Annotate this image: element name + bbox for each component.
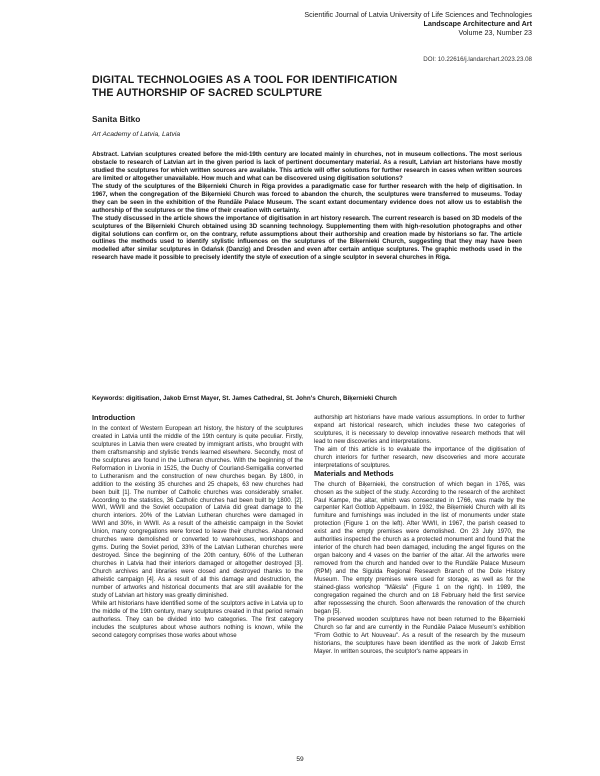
journal-section: Landscape Architecture and Art (423, 19, 532, 28)
section-heading-introduction: Introduction (92, 413, 136, 422)
title-line-2: THE AUTHORSHIP OF SACRED SCULPTURE (92, 87, 323, 99)
journal-name: Scientific Journal of Latvia University of Life Sciences and Technologies (304, 10, 532, 19)
journal-header (304, 10, 532, 37)
article-title (92, 74, 512, 100)
abstract-paragraph: The study of the sculptures of the Biķernieki Church in Riga provides a paradigmatic case for further research with the help of digitisation. In 1967, when the congregation of the Biķernieki Church was forced to abandon the church, the sculptures were transferred to museums. Today they can be seen in the exhibition of the Rundāle Palace Museum. The scant extant documentary evidence does not allow us to establish the authorship of the sculptures or the time of their creation with certainty. (92, 182, 522, 214)
author-affiliation: Art Academy of Latvia, Latvia (92, 131, 181, 138)
body-paragraph: The church of Biķernieki, the construction of which began in 1765, was chosen as the subject of the study. According to the research of the architect Paul Kampe, the altar, which was consecrated in 1766, was made by the carpenter Karl Gottlob Appelbaum. In 1932, the Biķernieki Church with all its furniture and furnishings was included in the list of monuments under state protection (Figure 1 on the left). After WWII, in 1967, the parish ceased to exist and the empty premises were demolished. On 23 July 1970, the authorities inspected the church as a protected monument and found that the interior of the church had been damaged, including the angel figures on the organ balcony and 4 vases on the barrier of the altar. All the artworks were removed from the church and handed over to the Rundāle Palace Museum (RPM) and the Sigulda Regional Research Branch of the Dole History Museum. The empty premises were used for storage, as well as for the stained-glass workshop "Māksla" (Figure 1 on the right). In 1989, the congregation regained the church and on 18 February held the first service after repossessing the church. Soon afterwards the renovation of the church began [5]. (314, 480, 525, 615)
section-heading-methods: Materials and Methods (314, 468, 394, 478)
title-line-1: DIGITAL TECHNOLOGIES AS A TOOL FOR IDENTIFICATION (92, 74, 398, 86)
abstract-paragraph: The study discussed in the article shows the importance of digitisation in art history research. The current research is based on 3D models of the sculptures of the Biķernieki Church obtained using 3D scanning technology. Supplementing them with high-resolution photographs and other digital solutions can confirm or, on the contrary, refute assumptions about their authorship and creation made by historians so far. The article outlines the methods used to identify stylistic influences on the sculptures of the Biķernieki Church, suggesting that they may have been modelled after similar sculptures in Gdańsk (Danzig) and Dresden and even after certain antique sculptures. The graphic methods used in the research have made it possible to precisely identify the style of execution of a single sculptor in several churches in Riga. (92, 214, 522, 262)
left-column (92, 414, 303, 640)
abstract (92, 151, 522, 262)
page-number: 59 (296, 756, 304, 763)
journal-volume: Volume 23, Number 23 (458, 28, 532, 37)
body-paragraph: The preserved wooden sculptures have not been returned to the Biķernieki Church so far and are currently in the Rundāle Palace Museum's exhibition "From Gothic to Art Nouveau". As a result of the research by the museum historians, the sculptures have been identified as the work of Jakob Ernst Mayer. In written sources, the sculptor's name appears in (314, 615, 525, 655)
abstract-paragraph: Abstract. Latvian sculptures created before the mid-19th century are located mainly in churches, not in museum collections. The most serious obstacle to research of Latvian art in the given period is lack of pertinent documentary material. As a result, Latvian art historians have mostly studied the sculptures for which written sources are available. This article will offer solutions for further research in cases when written sources are limited or altogether unavailable. How much and what can be discovered using digitisation solutions? (92, 151, 522, 182)
keywords: Keywords: digitisation, Jakob Ernst Mayer, St. James Cathedral, St. John's Church, Biķernieki Church (92, 395, 397, 402)
right-column (314, 414, 525, 656)
doi: DOI: 10.22616/j.landarchart.2023.23.08 (423, 56, 532, 63)
body-paragraph: The aim of this article is to evaluate the importance of the digitisation of church interiors for further research, new discoveries and more accurate interpretations of sculptures. (314, 445, 525, 469)
body-paragraph: In the context of Western European art history, the history of the sculptures created in Latvia until the middle of the 19th century is quite peculiar. Firstly, sculptures in Latvia then were created by immigrant artists, who brought with them craftsmanship and stylistic trends learned elsewhere. Secondly, most of the sculptures are found in the Lutheran churches. With the beginning of the Reformation in Livonia in 1525, the Duchy of Courland-Semigallia converted to Lutheranism and the construction of new churches began. By 1800, in addition to the existing 35 churches and 25 chapels, 63 new churches had been built [1]. The number of Catholic churches was considerably smaller. According to the statistics, 36 Catholic churches had been built by 1800. [2]. WWI, WWII and the Soviet occupation of Latvia did great damage to the church interiors. 20% of the Latvian Lutheran churches were damaged in WWI and 30%, in WWII. As a result of the atheistic campaign in the Soviet Union, many congregations were forced to leave their churches. Abandoned churches were demolished or converted to warehouses, workshops and gyms. During the Soviet period, 33% of the Latvian Lutheran churches were destroyed. Since the beginning of the 20th century, 60% of the Lutheran churches in Latvia had their interiors damaged or altogether destroyed [3]. Church archives and libraries were closed and destroyed thanks to the atheistic campaign [4]. As a result of all this damage and destruction, the number of artworks and historical documents that are still available for the study of Latvian art history was greatly diminished. (92, 424, 303, 599)
author-name: Sanita Bitko (92, 114, 141, 124)
body-paragraph: While art historians have identified some of the sculptors active in Latvia up to the middle of the 19th century, many sculptures created in that period remain authorless. They can be divided into two categories. The first category includes the sculptures about whose authors nothing is known, while the second category comprises those works about whose (92, 599, 303, 639)
body-paragraph: authorship art historians have made various assumptions. In order to further expand art historical research, which includes these two categories of sculptures, it is necessary to develop innovative research methods that will lead to new discoveries and interpretations. (314, 414, 525, 445)
